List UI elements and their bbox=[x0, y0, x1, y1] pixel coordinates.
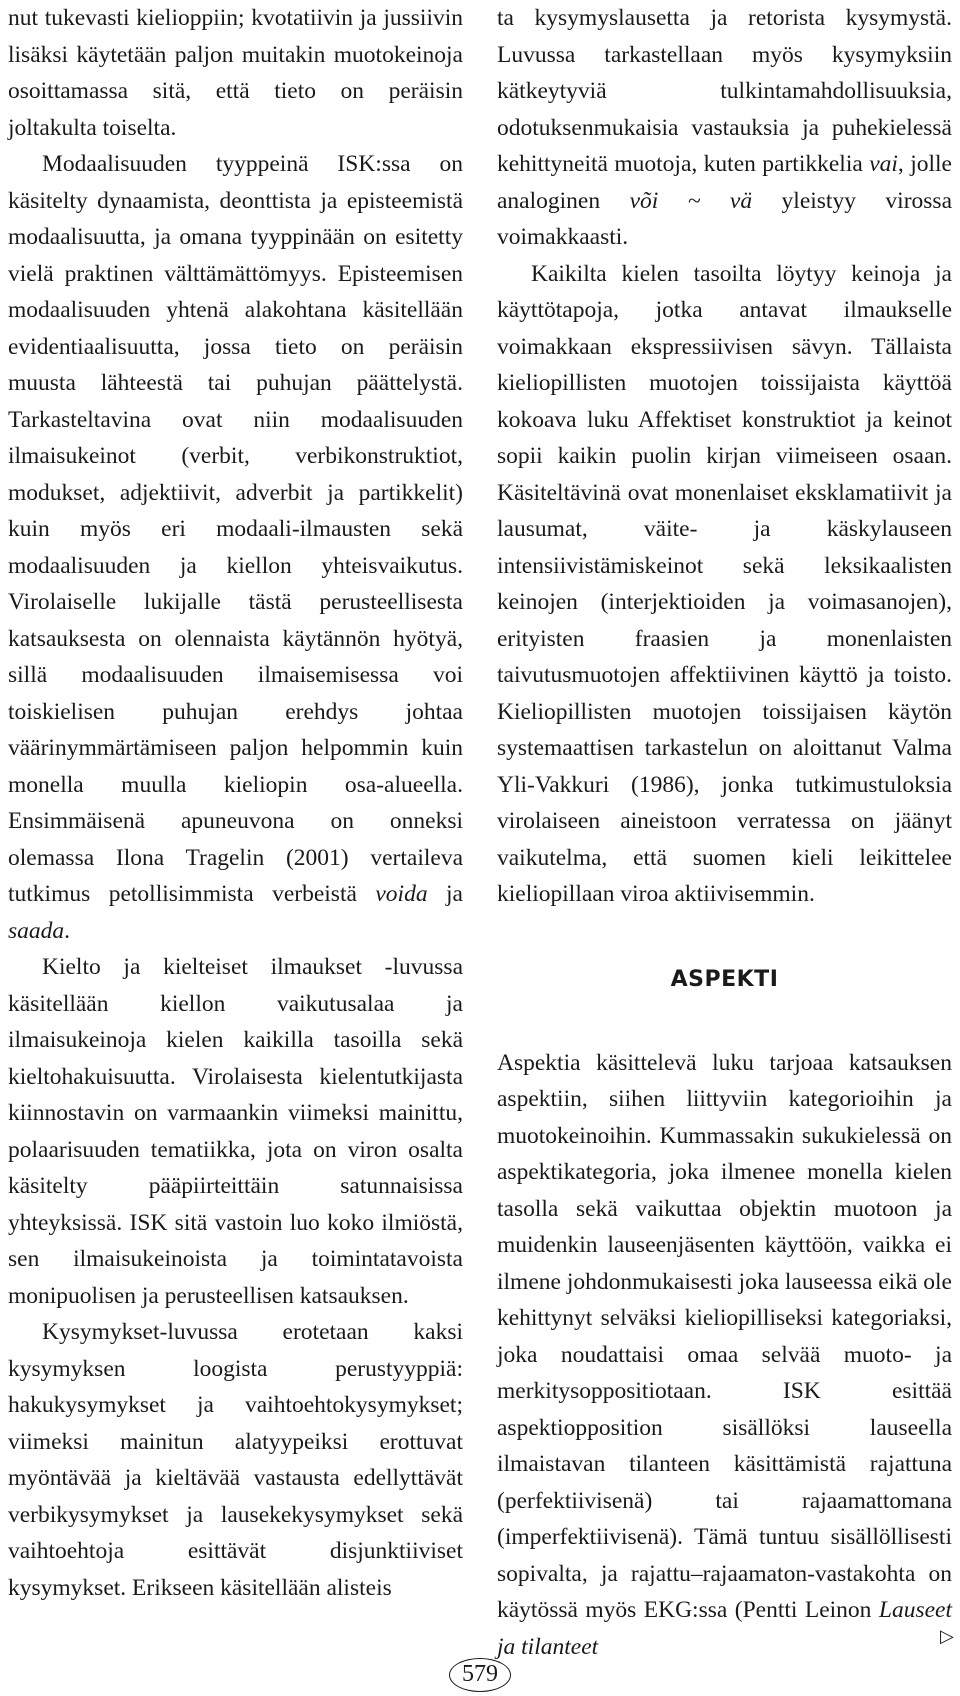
right-column bbox=[497, 0, 952, 1665]
page-number: 579 bbox=[449, 1658, 511, 1692]
section-heading: ASPEKTI bbox=[670, 966, 779, 992]
paragraph-text: Aspektia käsittelevä luku tarjoaa katsauksen aspektiin, siihen liittyviin kategorioihin ja muotokeinoihin. Kummassakin sukukielessä on aspektikategoria, joka ilmenee monella kielen tasolla sekä vaikuttaa objektin muotoon ja muidenkin lauseenjäsenten käyttöön, vaikka ei ilmene johdonmukaisesti joka lauseessa eikä ole kehittynyt selväksi kieliopilliseksi kategoriaksi, joka noudattaisi omaa selvää muoto- ja merkitysoppositiotaan. ISK esittää aspektiopposition sisällöksi lauseella ilmaistavan tilanteen käsittämistä rajattuna (perfektiivisenä) tai rajaamattomana (imperfektiivisenä). Tämä tuntuu sisällöllisesti sopivalta, ja rajattu–rajaamaton-vastakohta on käytössä myös EKG:ssa (Pentti Leinon bbox=[497, 1049, 952, 1623]
paragraph-text: . bbox=[64, 917, 71, 944]
paragraph: Kysymykset-luvussa erotetaan kaksi kysymyksen loogista perustyyppiä: hakukysymykset ja vaihtoehtokysymykset; viimeksi mainitun alatyypeiksi erottuvat myöntävää ja kieltävää vastausta edellyttävät verbikysymykset ja lausekekysymykset sekä vaihtoehtoja esittävät disjunktiiviset kysymykset. Erikseen käsitellään alisteis bbox=[8, 1319, 463, 1601]
emphasis: vai bbox=[869, 151, 898, 177]
paragraph-text: Modaalisuuden tyyppeinä ISK:ssa on käsitelty dynaamista, deonttista ja episteemistä modaalisuutta, ja omana tyyppinään on esitetty vielä praktinen välttämättömyys. Episteemisen modaalisuuden yhtenä alakohtana käsitellään evidentiaalisuutta, jossa tieto on peräisin muusta lähteestä tai puhujan päättelystä. Tarkasteltavina ovat niin modaalisuuden ilmaisukeinot (verbit, verbikonstruktiot, modukset, adjektiivit, adverbit ja partikkelit) kuin myös eri modaali-ilmausten sekä modaalisuuden ja kiellon yhteisvaikutus. Virolaiselle lukijalle tästä perusteellisesta katsauksesta on olennaista käytännön hyötyä, sillä modaalisuuden ilmaisemisessa voi toiskielisen puhujan erehdys johtaa väärinymmärtämiseen paljon helpommin kuin monella muulla kieliopin osa-alueella. Ensimmäisenä apuneuvona on onneksi olemassa Ilona Tragelin (2001) vertaileva tutkimus petollisimmista verbeistä bbox=[8, 151, 463, 907]
paragraph-text: yleistyy virossa voimakkaasti. bbox=[497, 187, 952, 250]
paragraph bbox=[8, 146, 463, 949]
emphasis: voida bbox=[375, 881, 428, 907]
paragraph bbox=[497, 0, 952, 256]
continuation-arrow-icon: ▷ bbox=[940, 1626, 954, 1647]
paragraph-text: , jolle analoginen bbox=[497, 151, 952, 214]
paragraph-text: ta kysymyslausetta ja retorista kysymystä. Luvussa tarkastellaan myös kysymyksiin kätkeytyviä tulkintamahdollisuuksia, odotuksenmukaisia vastauksia ja puhekielessä kehittyneitä muotoja, kuten partikkelia bbox=[497, 5, 952, 177]
paragraph-text: ja bbox=[427, 881, 463, 907]
emphasis: või ~ vä bbox=[629, 187, 753, 214]
emphasis: saada bbox=[8, 917, 65, 944]
paragraph bbox=[497, 1045, 952, 1666]
emphasis: Lauseet ja tilanteet bbox=[497, 1597, 952, 1660]
paragraph: Kaikilta kielen tasoilta löytyy keinoja ja käyttötapoja, jotka antavat ilmaukselle voimakkaan ekspressiivisen sävyn. Tällaista kieliopillisten muotojen toissijaista käyttöä kokoava luku Affektiset konstruktiot ja keinot sopii kaikin puolin kirjan viimeiseen osaan. Käsiteltävinä ovat monenlaiset eksklamatiivit ja lausumat, väite- ja käskylauseen intensiivistämiskeinot sekä leksikaalisten keinojen (interjektioiden ja voimasanojen), erityisten fraasien ja monenlaisten taivutusmuotojen affektiivinen käyttö ja toisto. Kieliopillisten muotojen toissijaisen käytön systemaattisen tarkastelun on aloittanut Valma Yli-Vakkuri (1986), jonka tutkimustuloksia virolaiseen aineistoon verratessa on jäänyt vaikutelma, että suomen kieli leikittelee kieliopillaan viroa aktiivisemmin. bbox=[497, 260, 952, 907]
left-column bbox=[8, 0, 463, 1606]
paragraph: nut tukevasti kielioppiin; kvotatiivin ja jussiivin lisäksi käytetään paljon muitakin muotokeinoja osoittamassa sitä, että tieto on peräisin joltakulta toiselta. bbox=[8, 5, 463, 141]
paragraph: Kielto ja kielteiset ilmaukset -luvussa käsitellään kiellon vaikutusalaa ja ilmaisukeinoja kielen kaikilla tasoilla sekä kieltohakuisuutta. Virolaisesta kielentutkijasta kiinnostavin on varmaankin viimeksi mainittu, polaarisuuden tematiikka, jota on viron osalta käsitelty pääpiirteittäin satunnaisissa yhteyksissä. ISK sitä vastoin luo koko ilmiöstä, sen ilmaisukeinoista ja toimintatavoista monipuolisen ja perusteellisen katsauksen. bbox=[8, 954, 463, 1309]
